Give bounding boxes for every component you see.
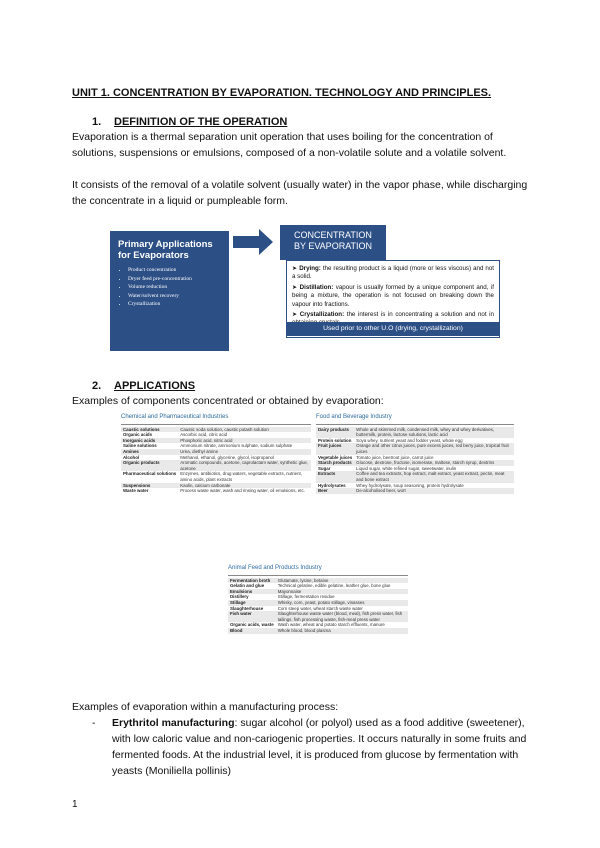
table-cell-examples: De-alcoholised beer, wort	[354, 488, 514, 494]
list-item: • Dryer feed pre-concentration	[128, 276, 223, 284]
crystallization-text: the interest is in concentrating a solution and not in	[346, 311, 495, 319]
applications-intro: Examples of components concentrated or obtained by evaporation:	[72, 395, 384, 407]
table-cell-category: Caustic solutions	[121, 427, 178, 433]
section-heading-definition	[92, 116, 287, 128]
table-cell-category: Protein solution	[318, 437, 352, 443]
table-cell-category: Slaughterhouse	[230, 605, 264, 611]
table-cell-examples: Corn steep water, wheat starch waste water	[277, 605, 363, 611]
table-cell-examples: Urea, diethyl amine	[178, 449, 311, 455]
table-cell-category: Vegetable juices	[318, 454, 353, 460]
examples-intro: Examples of evaporation within a manufacturing process:	[72, 701, 339, 713]
table-row	[228, 628, 408, 634]
table-cell-examples: Slaughterhouse waste water (blood, meal), fish press water, fish tailings, fish processing waste, fish-meal press water	[276, 611, 408, 622]
list-item: • Crystallization	[128, 301, 223, 309]
primary-applications-panel	[110, 231, 229, 351]
list-item: • Volume reduction	[128, 284, 223, 292]
table-cell-category: Organic acids	[123, 432, 153, 438]
table-title: Food and Beverage Industry	[316, 414, 392, 420]
drying-item: ➤ Drying: the resulting product is a liquid (more or less viscous) and not a solid.	[292, 265, 494, 281]
distillation-text: vapour is usually formed by a unique component and, if being a mixture, the operation is not focused on breaking down the vapour into fractions.	[292, 283, 495, 308]
section-number: 2.	[92, 380, 102, 392]
table-cell-category: Emulsions	[228, 589, 276, 595]
concentration-title-box	[280, 225, 386, 260]
table-row	[121, 460, 311, 471]
table-cell-examples: Glutamate, lysine, betaine	[276, 578, 408, 584]
page-title: UNIT 1. CONCENTRATION BY EVAPORATION. TECHNOLOGY AND PRINCIPLES.	[72, 87, 492, 99]
table-cell-category: Suspensions	[121, 483, 178, 489]
table-cell-category: Beer	[316, 488, 354, 494]
table-title: Chemical and Pharmaceutical Industries	[121, 414, 229, 420]
table-cell-category: Extracts	[316, 471, 354, 482]
table-cell-examples: Tomato juice, beetroot juice, carrot juice	[356, 454, 434, 460]
table-cell-examples: Liquid sugar, white refined sugar, sweetwater, inulin	[356, 465, 457, 471]
list-item-label: Erythritol manufacturing	[112, 717, 235, 729]
table-row	[316, 460, 514, 466]
table-cell-category: Distillery	[230, 594, 249, 600]
table-cell-category: Inorganic acids	[121, 438, 178, 444]
table-body	[316, 427, 514, 494]
drying-text: the resulting product is a liquid (more or less viscous) and not a solid.	[292, 265, 494, 281]
table-cell-examples: Kaolin, calcium carbonate	[178, 483, 311, 489]
table-row	[121, 488, 311, 494]
table-row	[316, 427, 514, 438]
table-cell-category: Amines	[121, 449, 178, 455]
table-cell-category: Pharmaceutical solutions	[123, 471, 177, 477]
concentration-title-line1: CONCENTRATION	[294, 230, 372, 240]
table-row	[228, 583, 408, 589]
table-body	[228, 578, 408, 634]
page-number: 1	[72, 799, 78, 810]
list-item: • Product concentration	[128, 267, 223, 275]
table-row	[316, 443, 514, 454]
section-heading-label: DEFINITION OF THE OPERATION	[114, 116, 288, 128]
definition-paragraph-2: It consists of the removal of a volatile solvent (usually water) in the vapor phase, while discharging the concentrate in a liquid or pumpleable form.	[72, 179, 528, 207]
table-cell-category: Fish water	[228, 611, 276, 622]
table-title: Animal Feed and Products Industry	[228, 565, 322, 571]
right-arrow-icon	[233, 229, 273, 255]
distillation-item: ➤ Distillation: vapour is usually formed by a unique component and, if being a mixture, the operation is not focused on breaking down the vapour into fractions.	[292, 283, 495, 308]
table-cell-category: Waste water	[123, 488, 149, 494]
section-number: 1.	[92, 116, 102, 128]
table-cell-examples: Whey hydrolysate, soup seasoning, protein hydrolysate	[356, 482, 464, 488]
food-beverage-table	[316, 415, 514, 494]
drying-label: Drying:	[299, 265, 321, 272]
crystallization-label: Crystallization:	[299, 311, 345, 319]
table-cell-examples: Whole and skimmed milk, condensed milk, whey and whey derivatives, buttermilk, protein, lactose solutions, lactic acid	[354, 427, 514, 438]
table-cell-category: Dairy products	[316, 427, 354, 438]
table-cell-examples: Aromatic compounds, acetone, caprolactam water, synthetic glue, acetone	[178, 460, 311, 471]
table-cell-category: Alcohol	[123, 454, 140, 460]
table-cell-examples: Technical gelatine, edible gelatine, leather glue, bone glue	[277, 583, 391, 589]
table-cell-examples: Phosphoric acid, nitric acid	[178, 438, 311, 444]
table-row	[228, 611, 408, 622]
table-cell-examples: Ascorbic acid, citric acid	[180, 432, 228, 438]
table-cell-examples: Orange and other citrus juices, pure excess juices, red berry juice, tropical fruit juices	[354, 443, 514, 454]
animal-feed-table	[228, 566, 408, 634]
table-cell-examples: Whisky, corn, yeast, potato stillage, vinasses	[276, 600, 408, 606]
table-cell-examples: Soya whey, nutrient yeast and fodder yeast, whole egg	[356, 437, 463, 443]
primary-applications-list	[118, 267, 223, 309]
table-cell-examples: Ammonium nitrate, ammonium sulphate, sodium sulphate	[180, 443, 293, 449]
table-row	[316, 488, 514, 494]
definition-paragraph-1: Evaporation is a thermal separation unit operation that uses boiling for the concentration of solutions, suspensions or emulsions, composed of a non-volatile solute and a volatile solvent.	[72, 131, 507, 159]
list-dash: -	[92, 717, 96, 729]
table-cell-category: Fruit juices	[316, 443, 354, 454]
list-item: • Water/solvent recovery	[128, 293, 223, 301]
list-item-text	[112, 715, 532, 779]
table-row	[316, 471, 514, 482]
concentration-footer: Used prior to other U.O (drying, crystallization)	[286, 322, 500, 336]
table-cell-examples: Stillage, fermentation residue	[277, 594, 335, 600]
list-item-erythritol	[92, 715, 532, 779]
section-heading-label: APPLICATIONS	[114, 380, 196, 392]
section-heading-applications	[92, 380, 195, 392]
primary-applications-title: Primary Applications for Evaporators	[118, 239, 213, 261]
table-cell-category: Saline solutions	[123, 443, 157, 449]
table-cell-category: Sugar	[318, 465, 331, 471]
chemical-pharma-table	[121, 415, 311, 494]
table-cell-examples: Process waste water, wash and rinsing water, oil emulsions, etc.	[180, 488, 305, 494]
table-cell-examples: Mayonnaise	[276, 589, 408, 595]
crystallization-item: ➤ Crystallization: the interest is in concentrating a solution and not in	[292, 311, 494, 328]
table-cell-examples: Coffee and tea extracts, hop extract, malt extract, yeast extract, pectin, meat and bone extract	[354, 471, 514, 482]
table-cell-category: Starch products	[316, 460, 354, 466]
table-cell-examples: Caustic soda solution, caustic potash solution	[178, 427, 311, 433]
table-cell-category: Blood	[228, 628, 276, 634]
distillation-label: Distillation:	[299, 283, 334, 291]
concentration-title-line2: BY EVAPORATION	[294, 241, 373, 251]
table-cell-category: Stillage	[228, 600, 276, 606]
table-cell-examples: Wash water, wheat and potato starch effluents, manure	[277, 622, 385, 628]
table-row	[121, 471, 311, 482]
table-cell-examples: Enzymes, antibiotics, drug waters, vegetable extracts, nutrient, amino acids, plant extracts	[180, 471, 302, 482]
table-cell-examples: Methanol, ethanol, glycerine, glycol, isopropanol	[180, 454, 274, 460]
table-cell-category: Fermentation broth	[228, 578, 276, 584]
list-item-body: : sugar alcohol (or polyol) used as a food additive (sweetener), with low caloric value and non-cariogenic properties. It occurs naturally in some fruits and fermented foods. At the industrial level, it is produced from glucose by fermentation with yeasts (Moniliella pollinis)	[112, 717, 527, 777]
table-cell-examples: Glucose, dextrose, fructose, isomerase, maltose, starch syrup, dextrins	[354, 460, 514, 466]
table-cell-category: Organic acids, waste	[230, 622, 274, 628]
table-cell-category: Gelatin and glue	[230, 583, 265, 589]
table-cell-examples: Whole blood, blood plasma	[276, 628, 408, 634]
table-cell-category: Organic products	[121, 460, 178, 471]
table-body	[121, 427, 311, 494]
table-cell-category: Hydrolysates	[318, 482, 346, 488]
